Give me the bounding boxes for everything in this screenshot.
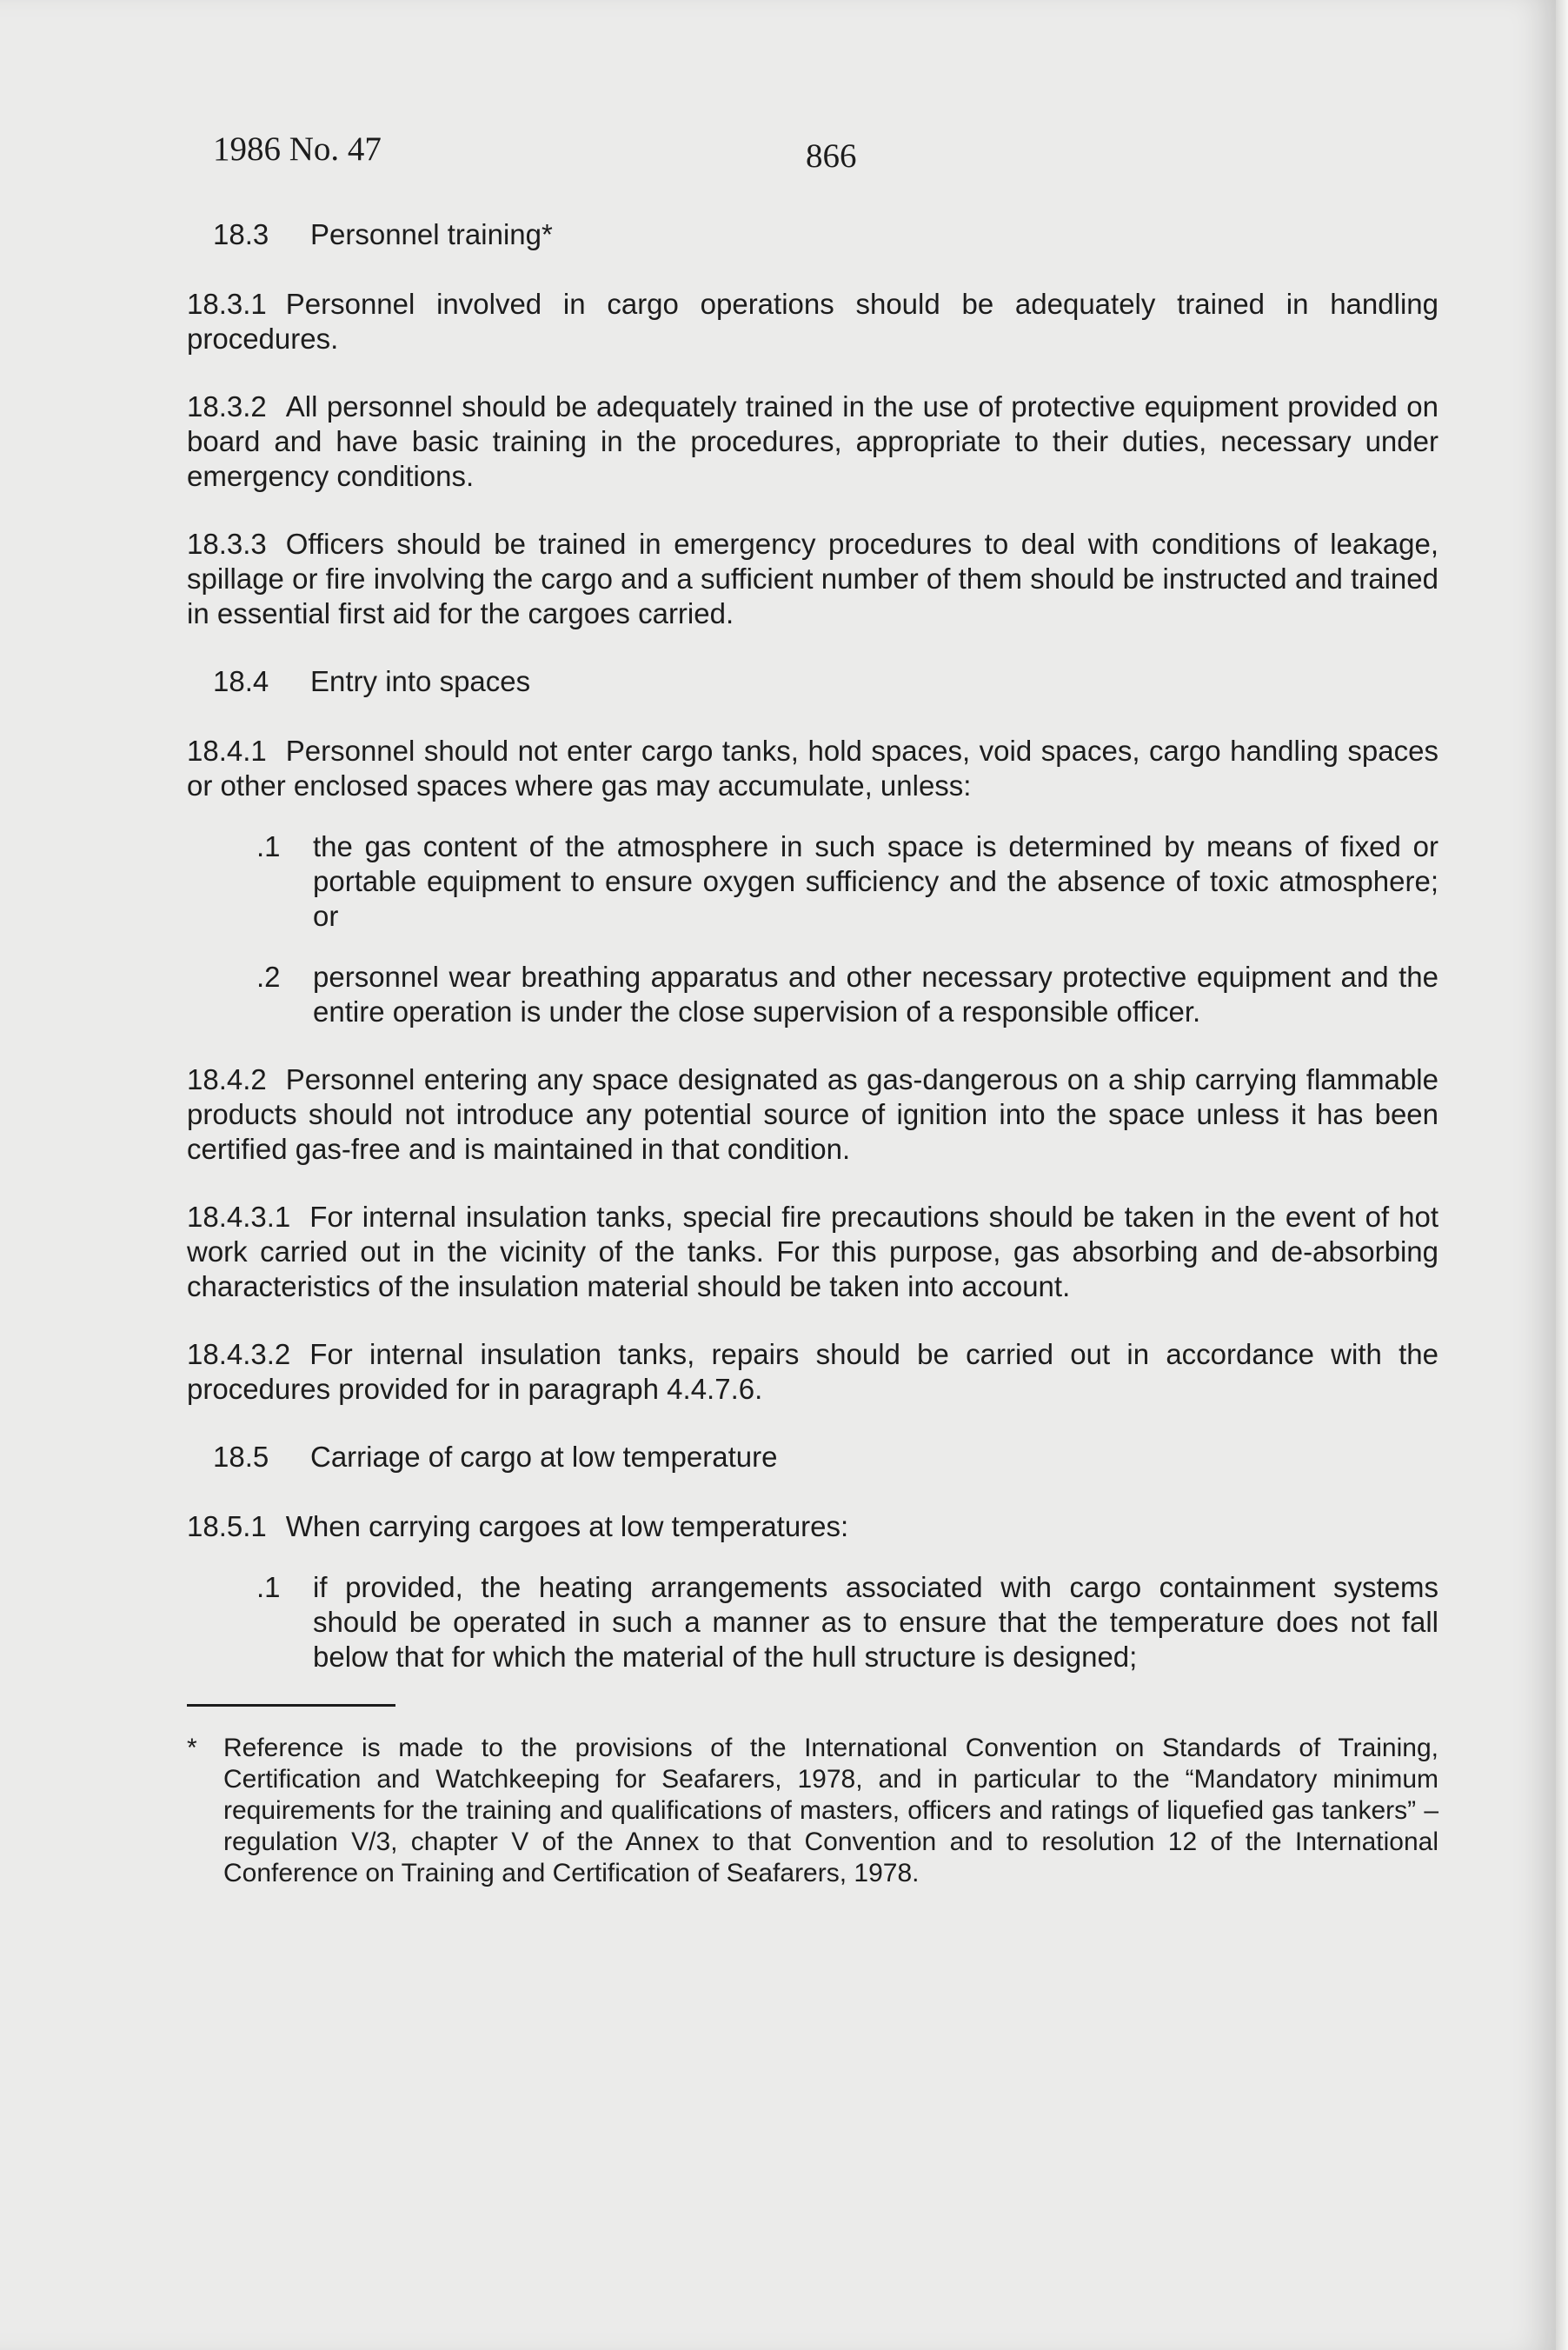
- page-number: 866: [806, 137, 857, 175]
- section-heading-18-5: [213, 1440, 1438, 1475]
- paragraph-text: Personnel entering any space designated as gas-dangerous on a ship carrying flammable products should not introduce any potential source of ignition into the space unless it has been certified gas-free and is maintained in that condition.: [187, 1063, 1438, 1165]
- paragraph-number: 18.3.1: [187, 288, 267, 320]
- paragraph-number: 18.4.3.2: [187, 1338, 291, 1370]
- paragraph-18-3-3: [187, 527, 1438, 631]
- paragraph-text: Personnel should not enter cargo tanks, hold spaces, void spaces, cargo handling spaces or other enclosed spaces where gas may accumulate, unless:: [187, 735, 1438, 802]
- section-number: 18.5: [213, 1441, 269, 1473]
- section-number: 18.3: [213, 218, 269, 250]
- section-number: 18.4: [213, 665, 269, 697]
- paragraph-18-5-1: [187, 1509, 1438, 1544]
- paragraph-18-3-1: [187, 287, 1438, 356]
- list-item-text: personnel wear breathing apparatus and other necessary protective equipment and the entire operation is under the close supervision of a responsible officer.: [313, 961, 1438, 1028]
- paragraph-number: 18.5.1: [187, 1510, 267, 1542]
- list-item-text: if provided, the heating arrangements associated with cargo containment systems should be operated in such a manner as to ensure that the temperature does not fall below that for which the material of the hull structure is designed;: [313, 1571, 1438, 1673]
- section-heading-18-4: [213, 664, 1438, 699]
- paragraph-18-3-2: [187, 389, 1438, 494]
- document-reference: 1986 No. 47: [213, 130, 382, 168]
- paragraph-text: For internal insulation tanks, repairs should be carried out in accordance with the procedures provided for in paragraph 4.4.7.6.: [187, 1338, 1438, 1405]
- footnote-divider: [187, 1704, 395, 1707]
- list-item: [256, 829, 1438, 934]
- list-item-text: the gas content of the atmosphere in such space is determined by means of fixed or portable equipment to ensure oxygen sufficiency and the absence of toxic atmosphere; or: [313, 830, 1438, 932]
- section-heading-18-3: [213, 217, 1438, 252]
- paragraph-18-4-1: [187, 734, 1438, 803]
- footnote-mark: *: [187, 1734, 197, 1762]
- section-title: Personnel training*: [310, 218, 553, 250]
- list-item-number: .2: [256, 961, 281, 993]
- page-header: [187, 120, 1438, 175]
- paragraph-number: 18.4.2: [187, 1063, 267, 1095]
- page-body: [187, 217, 1438, 1889]
- footnote: [187, 1733, 1438, 1889]
- paragraph-number: 18.3.3: [187, 528, 267, 560]
- section-title: Entry into spaces: [310, 665, 531, 697]
- paragraph-number: 18.4.1: [187, 735, 267, 767]
- paragraph-18-4-3-2: [187, 1337, 1438, 1407]
- page-edge: [1556, 0, 1568, 2350]
- list-item: [256, 960, 1438, 1029]
- section-title: Carriage of cargo at low temperature: [310, 1441, 778, 1473]
- paragraph-text: All personnel should be adequately trained in the use of protective equipment provided on board and have basic training in the procedures, appropriate to their duties, necessary under emergency conditions.: [187, 390, 1438, 492]
- paragraph-number: 18.3.2: [187, 390, 267, 423]
- paragraph-18-4-3-1: [187, 1200, 1438, 1304]
- list-item-number: .1: [256, 1571, 281, 1603]
- paragraph-number: 18.4.3.1: [187, 1201, 291, 1233]
- footnote-text: Reference is made to the provisions of the International Convention on Standards of Training, Certification and Watchkeeping for Seafarers, 1978, and in particular to the “Mandatory minimum requirements for the training and qualifications of masters, officers and ratings of liquefied gas tankers” – regulation V/3, chapter V of the Annex to that Convention and to resolution 12 of the International Conference on Training and Certification of Seafarers, 1978.: [223, 1734, 1438, 1887]
- paragraph-text: For internal insulation tanks, special fire precautions should be taken in the event of hot work carried out in the vicinity of the tanks. For this purpose, gas absorbing and de-absorbing characteristics of the insulation material should be taken into account.: [187, 1201, 1438, 1302]
- paragraph-text: Officers should be trained in emergency procedures to deal with conditions of leakage, spillage or fire involving the cargo and a sufficient number of them should be instructed and trained in essential first aid for the cargoes carried.: [187, 528, 1438, 629]
- paragraph-text: Personnel involved in cargo operations should be adequately trained in handling procedures.: [187, 288, 1438, 355]
- paragraph-text: When carrying cargoes at low temperatures:: [285, 1510, 849, 1542]
- paragraph-18-4-2: [187, 1062, 1438, 1167]
- list-item: [256, 1570, 1438, 1674]
- list-item-number: .1: [256, 830, 281, 862]
